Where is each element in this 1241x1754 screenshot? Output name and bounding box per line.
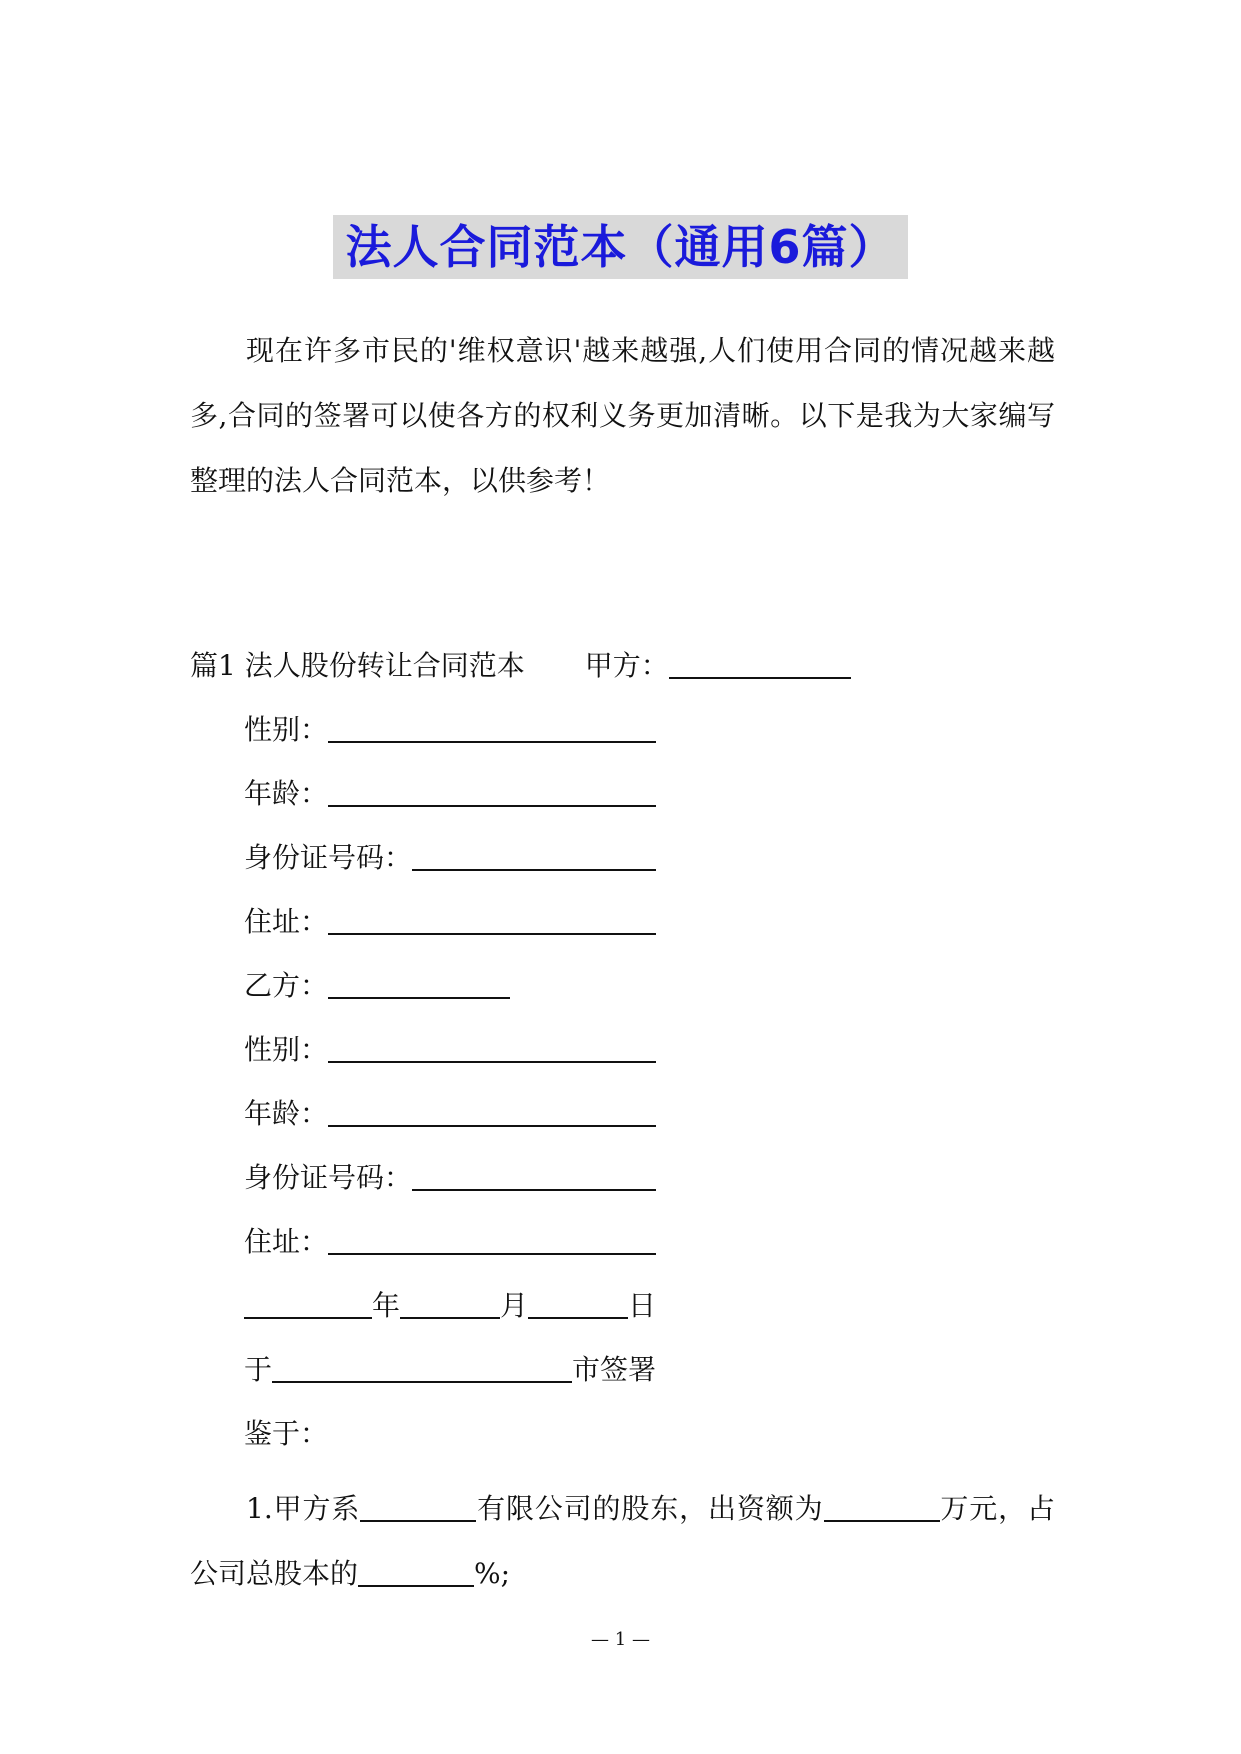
party-b-age-line: [244, 1094, 656, 1134]
gender-blank[interactable]: [328, 1031, 656, 1063]
clause-1-text-b: 有限公司的股东，出资额为: [476, 1492, 824, 1525]
field-label: 住址：: [244, 905, 329, 938]
id-blank[interactable]: [412, 1159, 656, 1191]
field-label: 住址：: [244, 1225, 329, 1258]
field-label: 年龄：: [244, 777, 329, 810]
field-label: 性别：: [244, 713, 329, 746]
clause-1: [190, 1476, 1055, 1606]
clause-1-text-d: %;: [474, 1557, 511, 1590]
title-container: [0, 215, 1241, 279]
party-a-gender-line: [244, 710, 656, 750]
clause-1-text-a: 1.甲方系: [246, 1492, 361, 1525]
day-blank[interactable]: [528, 1287, 628, 1319]
party-b-label: 乙方：: [244, 969, 329, 1002]
capital-blank[interactable]: [824, 1490, 940, 1522]
day-label: 日: [628, 1289, 657, 1322]
field-label: 身份证号码：: [244, 841, 413, 874]
party-b-gender-line: [244, 1030, 656, 1070]
month-blank[interactable]: [400, 1287, 500, 1319]
year-blank[interactable]: [244, 1287, 372, 1319]
clause-1-text-c: 万元，占公司总股本的: [190, 1492, 1055, 1590]
field-label: 身份证号码：: [244, 1161, 413, 1194]
place-prefix: 于: [244, 1353, 273, 1386]
address-blank[interactable]: [328, 903, 656, 935]
place-line: [244, 1350, 656, 1390]
party-a-address-line: [244, 902, 656, 942]
age-blank[interactable]: [328, 775, 656, 807]
party-a-blank[interactable]: [669, 647, 851, 679]
gender-blank[interactable]: [328, 711, 656, 743]
whereas-line: [244, 1414, 328, 1454]
section-heading-line: [190, 646, 851, 686]
party-b-id-line: [244, 1158, 656, 1198]
document-title: 法人合同范本（通用6篇）: [333, 215, 907, 279]
year-label: 年: [372, 1289, 401, 1322]
party-a-age-line: [244, 774, 656, 814]
whereas-label: 鉴于：: [244, 1417, 329, 1450]
party-b-address-line: [244, 1222, 656, 1262]
address-blank[interactable]: [328, 1223, 656, 1255]
place-suffix: 市签署: [572, 1353, 657, 1386]
age-blank[interactable]: [328, 1095, 656, 1127]
month-label: 月: [500, 1289, 529, 1322]
field-label: 性别：: [244, 1033, 329, 1066]
id-blank[interactable]: [412, 839, 656, 871]
field-label: 年龄：: [244, 1097, 329, 1130]
party-b-line: [244, 966, 510, 1006]
party-a-label: 甲方：: [584, 649, 669, 682]
party-b-blank[interactable]: [328, 967, 510, 999]
page-number: — 1 —: [591, 1629, 650, 1650]
section-heading: 篇1 法人股份转让合同范本: [190, 649, 525, 682]
city-blank[interactable]: [272, 1351, 572, 1383]
percent-blank[interactable]: [358, 1555, 474, 1587]
date-line: [244, 1286, 656, 1326]
party-a-id-line: [244, 838, 656, 878]
company-blank[interactable]: [360, 1490, 476, 1522]
intro-paragraph: 现在许多市民的'维权意识'越来越强,人们使用合同的情况越来越多,合同的签署可以使各方的权利义务更加清晰。以下是我为大家编写整理的法人合同范本，以供参考！: [190, 334, 1055, 497]
